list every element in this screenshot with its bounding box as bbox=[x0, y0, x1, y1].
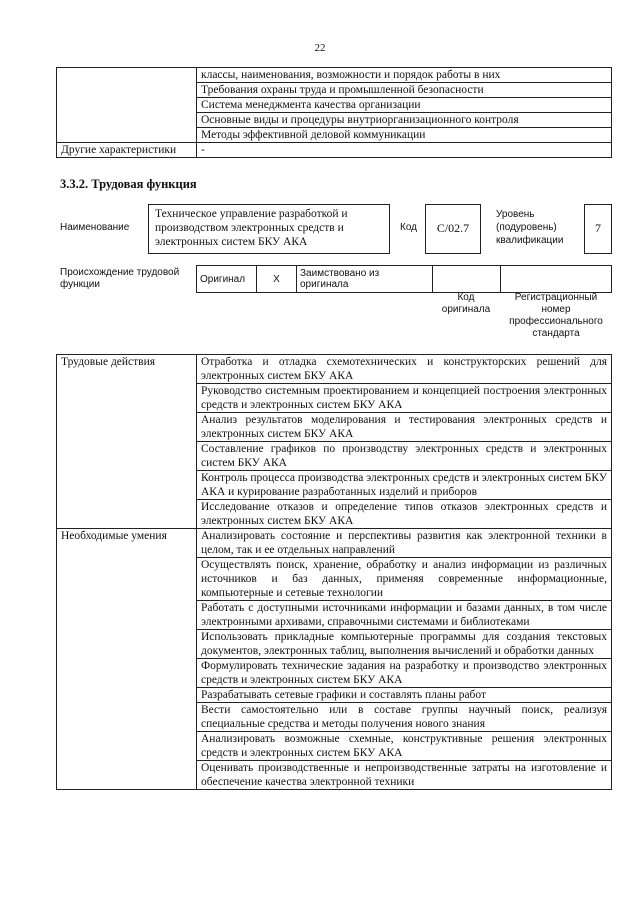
table-row: Анализировать возможные схемные, конструктивные решения электронных средств и электронных систем БКУ АКА bbox=[197, 732, 612, 761]
code-label: Код bbox=[400, 222, 418, 233]
original-mark: X bbox=[257, 266, 297, 293]
original-code-cell bbox=[433, 266, 501, 293]
table-row: Руководство системным проектированием и концепцией построения электронных средств и электронных систем БКУ АКА bbox=[197, 384, 612, 413]
table-row: Работать с доступными источниками информации и базами данных, в том числе электронными архивами, справочными системами и библиотеками bbox=[197, 601, 612, 630]
original-code-caption: Код оригинала bbox=[441, 292, 491, 315]
main-table bbox=[56, 354, 612, 790]
table-row: Осуществлять поиск, хранение, обработку и анализ информации из различных источников и баз данных, применяя современные информационные, компьютерные и сетевые технологии bbox=[197, 558, 612, 601]
skills-label: Необходимые умения bbox=[57, 529, 197, 790]
other-characteristics-value: - bbox=[197, 143, 612, 158]
table-row: Система менеджмента качества организации bbox=[197, 98, 612, 113]
qualification-level-value: 7 bbox=[584, 204, 612, 254]
table-row: Разрабатывать сетевые графики и составлять планы работ bbox=[197, 688, 612, 703]
function-name: Техническое управление разработкой и производством электронных средств и электронных систем БКУ АКА bbox=[148, 204, 390, 254]
origin-table bbox=[196, 265, 612, 293]
table-row: Методы эффективной деловой коммуникации bbox=[197, 128, 612, 143]
table-row: классы, наименования, возможности и порядок работы в них bbox=[197, 68, 612, 83]
name-label: Наименование bbox=[60, 222, 130, 233]
borrowed-label: Заимствовано из оригинала bbox=[297, 266, 433, 293]
table-row: Использовать прикладные компьютерные программы для создания текстовых документов, электронных таблиц, выполнения вычислений и обработки данных bbox=[197, 630, 612, 659]
table-row: Оценивать производственные и непроизводственные затраты на изготовление и обеспечение качества электронной техники bbox=[197, 761, 612, 790]
table-row: Формулировать технические задания на разработку и производство электронных средств и электронных систем БКУ АКА bbox=[197, 659, 612, 688]
empty-label-cell bbox=[57, 68, 197, 143]
table-row: Требования охраны труда и промышленной безопасности bbox=[197, 83, 612, 98]
original-label: Оригинал bbox=[197, 266, 257, 293]
table-row: Основные виды и процедуры внутриорганизационного контроля bbox=[197, 113, 612, 128]
qualification-level-label: Уровень (подуровень) квалификации bbox=[496, 209, 564, 246]
registration-number-caption: Регистрационный номер профессионального стандарта bbox=[509, 292, 603, 339]
table-row: Отработка и отладка схемотехнических и конструкторских решений для электронных систем БКУ АКА bbox=[197, 355, 612, 384]
top-table bbox=[56, 67, 612, 158]
page-number: 22 bbox=[314, 42, 326, 54]
table-row: Анализ результатов моделирования и тестирования электронных средств и электронных систем БКУ АКА bbox=[197, 413, 612, 442]
labor-actions-label: Трудовые действия bbox=[57, 355, 197, 529]
function-code: C/02.7 bbox=[425, 204, 481, 254]
table-row: Анализировать состояние и перспективы развития как электронной техники в целом, так и ее отдельных направлений bbox=[197, 529, 612, 558]
origin-label: Происхождение трудовой функции bbox=[60, 267, 180, 290]
table-row: Вести самостоятельно или в составе группы научный поиск, реализуя специальные средства и методы получения нового знания bbox=[197, 703, 612, 732]
registration-number-cell bbox=[501, 266, 612, 293]
table-row: Составление графиков по производству электронных средств и электронных систем БКУ АКА bbox=[197, 442, 612, 471]
table-row: Контроль процесса производства электронных средств и электронных систем БКУ АКА и курирование разработанных изделий и приборов bbox=[197, 471, 612, 500]
section-title: 3.3.2. Трудовая функция bbox=[60, 177, 197, 191]
table-row: Исследование отказов и определение типов отказов электронных средств и электронных систем БКУ АКА bbox=[197, 500, 612, 529]
other-characteristics-label: Другие характеристики bbox=[57, 143, 197, 158]
